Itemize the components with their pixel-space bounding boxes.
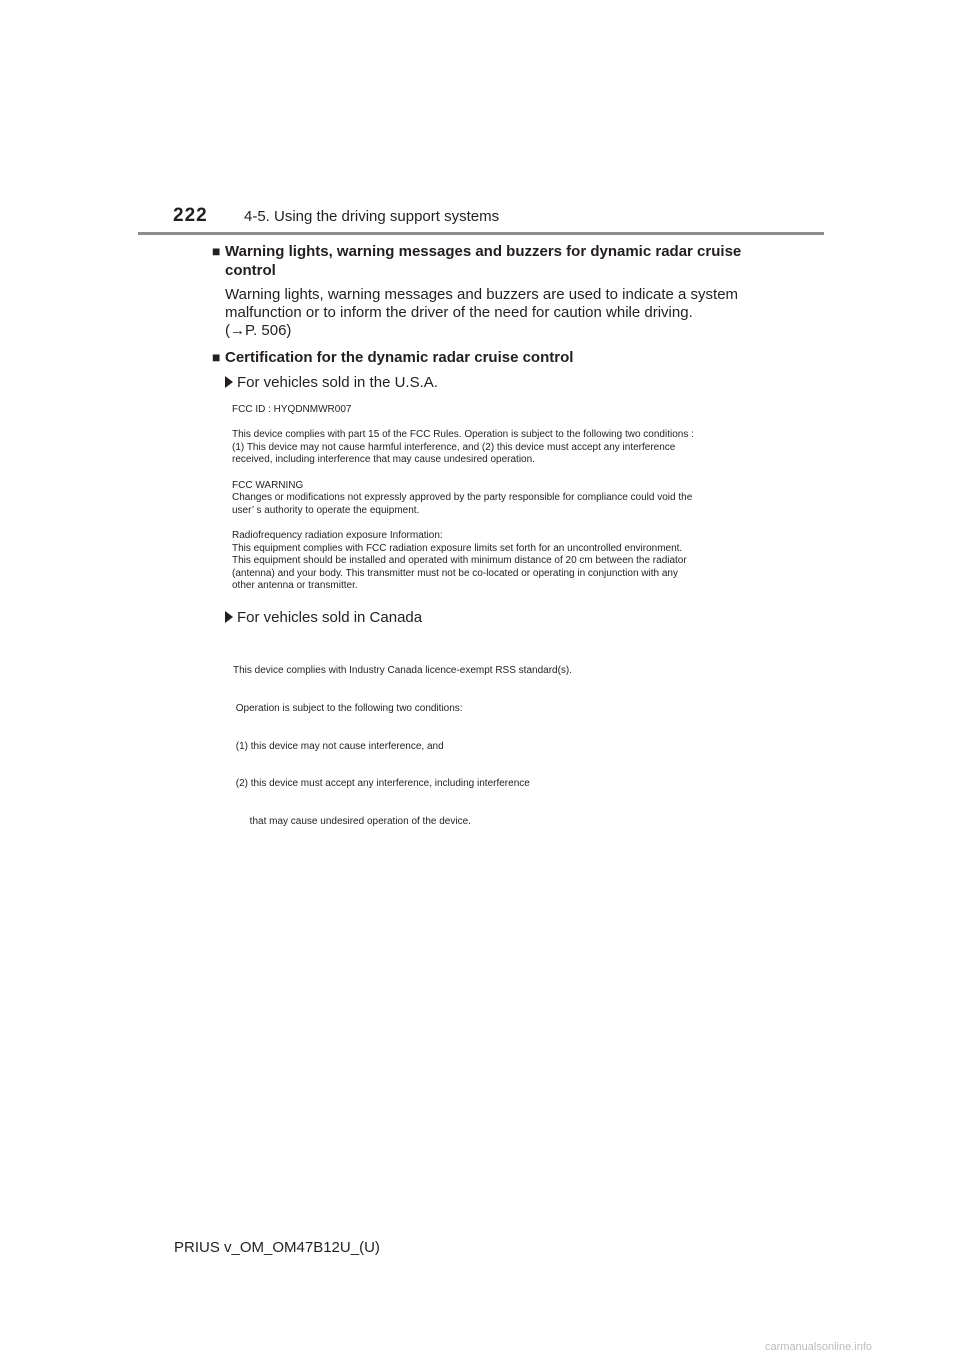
usa-label-text: For vehicles sold in the U.S.A.: [237, 374, 438, 391]
fcc-line: Changes or modifications not expressly approved by the party responsible for compliance could void the: [232, 492, 693, 504]
canada-label: [212, 609, 782, 627]
fcc-line: [232, 467, 782, 480]
header-rule: [138, 232, 824, 235]
triangle-arrow-icon: [225, 376, 233, 388]
reference-prefix: (: [225, 322, 230, 339]
fcc-line: [232, 417, 782, 430]
canada-line: (2) this device must accept any interference, including interference: [233, 778, 530, 790]
fcc-line: user’ s authority to operate the equipment.: [232, 504, 420, 516]
section-title: 4-5. Using the driving support systems: [244, 208, 500, 225]
watermark[interactable]: carmanualsonline.info: [765, 1341, 873, 1353]
canada-line: that may cause undesired operation of the device.: [233, 816, 471, 828]
warning-heading-line1: Warning lights, warning messages and buzzers for dynamic radar cruise: [225, 243, 742, 260]
fcc-line: (1) This device may not cause harmful interference, and (2) this device must accept any interference: [232, 441, 676, 453]
fcc-line: FCC ID : HYQDNMWR007: [232, 404, 352, 415]
square-bullet-icon: ■: [212, 243, 221, 259]
certification-heading: [212, 348, 782, 367]
reference-arrow: →: [230, 322, 245, 339]
fcc-line: FCC WARNING: [232, 479, 304, 491]
square-bullet-icon: ■: [212, 349, 221, 365]
document-code: PRIUS v_OM_OM47B12U_(U): [174, 1239, 380, 1256]
warning-heading-line2: control: [225, 262, 276, 279]
usa-label: [212, 374, 782, 392]
page-reference: [225, 322, 782, 340]
canada-label-text: For vehicles sold in Canada: [237, 608, 423, 626]
fcc-line: This equipment should be installed and operated with minimum distance of 20 cm between the radiator: [232, 555, 687, 567]
page-content: [212, 242, 782, 854]
page-number: 222: [173, 205, 208, 226]
fcc-line: Radiofrequency radiation exposure Information:: [232, 529, 443, 541]
warning-heading: [212, 242, 782, 280]
canada-line: Operation is subject to the following two conditions:: [233, 702, 463, 714]
warning-body-line2: malfunction or to inform the driver of the need for caution while driving.: [225, 304, 693, 321]
fcc-notice: [212, 404, 782, 593]
canada-line: This device complies with Industry Canada licence-exempt RSS standard(s).: [233, 665, 573, 677]
canada-notice: [212, 640, 782, 854]
warning-body: [212, 286, 782, 340]
triangle-arrow-icon: [225, 611, 233, 623]
fcc-line: This device complies with part 15 of the FCC Rules. Operation is subject to the following two conditions :: [232, 429, 694, 441]
fcc-line: [232, 517, 782, 530]
reference-page: P. 506): [245, 322, 292, 339]
warning-body-line1: Warning lights, warning messages and buzzers are used to indicate a system: [225, 286, 739, 303]
fcc-line: received, including interference that may cause undesired operation.: [232, 454, 535, 466]
certification-heading-text: Certification for the dynamic radar cruise control: [225, 349, 574, 366]
fcc-line: other antenna or transmitter.: [232, 580, 358, 592]
fcc-line: This equipment complies with FCC radiation exposure limits set forth for an uncontrolled environment.: [232, 542, 683, 554]
canada-line: (1) this device may not cause interference, and: [233, 740, 444, 752]
fcc-line: (antenna) and your body. This transmitter must not be co-located or operating in conjunction with any: [232, 567, 678, 579]
